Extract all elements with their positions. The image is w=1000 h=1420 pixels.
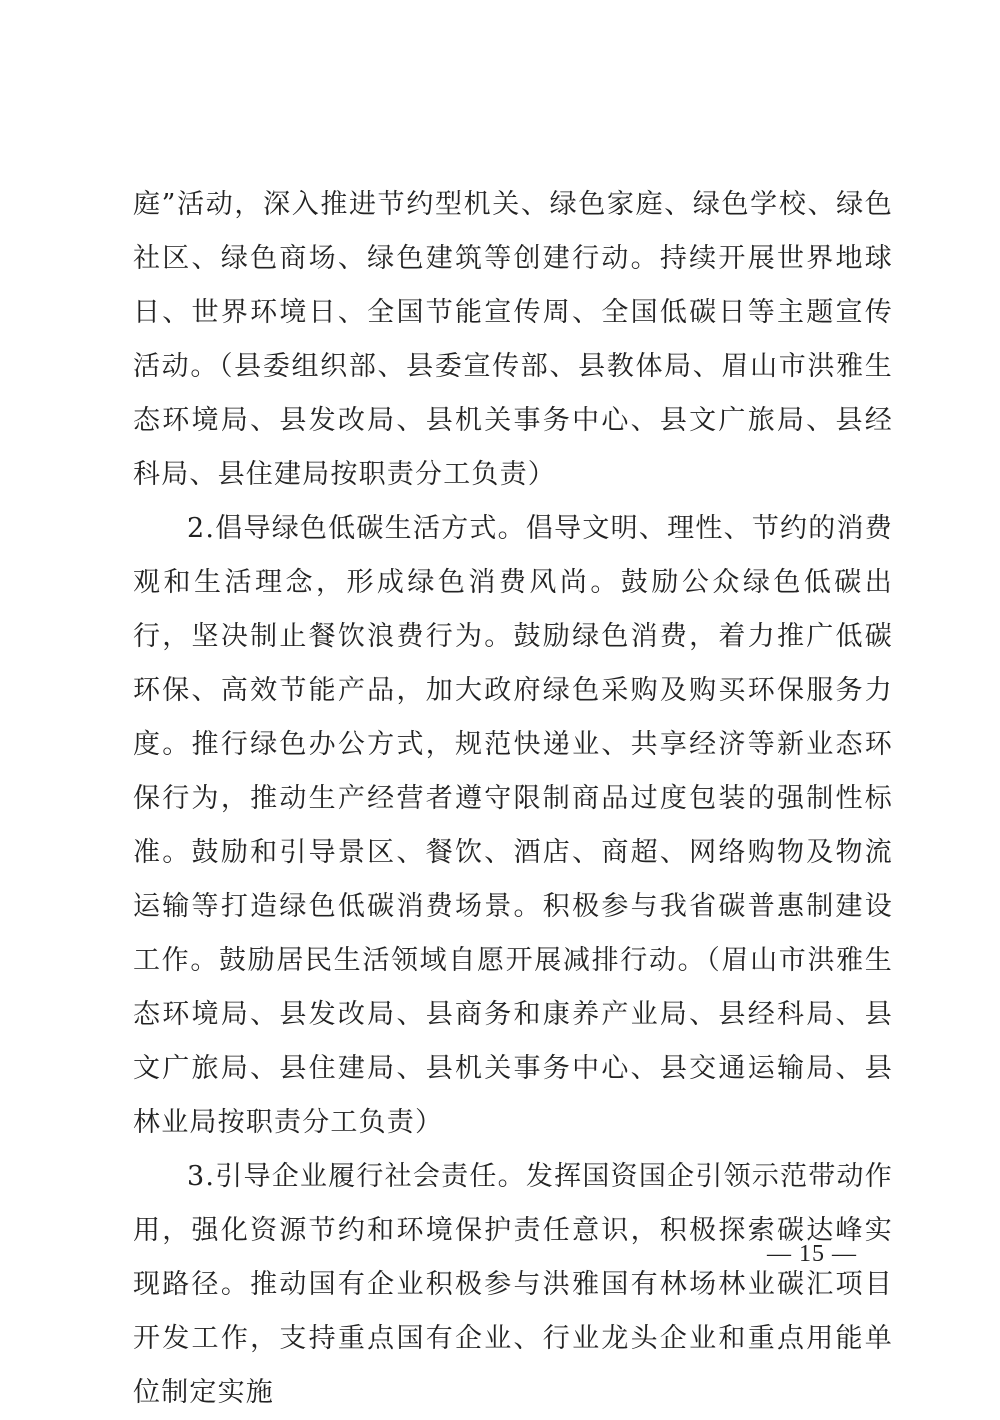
page-number: — 15 — <box>767 1241 857 1267</box>
paragraph-item-2: 2.倡导绿色低碳生活方式。倡导文明、理性、节约的消费观和生活理念，形成绿色消费风尚。鼓励公众绿色低碳出行，坚决制止餐饮浪费行为。鼓励绿色消费，着力推广低碳环保、高效节能产品，加大政府绿色采购及购买环保服务力度。推行绿色办公方式，规范快递业、共享经济等新业态环保行为，推动生产经营者遵守限制商品过度包装的强制性标准。鼓励和引导景区、餐饮、酒店、商超、网络购物及物流运输等打造绿色低碳消费场景。积极参与我省碳普惠制建设工作。鼓励居民生活领域自愿开展减排行动。（眉山市洪雅生态环境局、县发改局、县商务和康养产业局、县经科局、县文广旅局、县住建局、县机关事务中心、县交通运输局、县林业局按职责分工负责） <box>133 513 893 1138</box>
paragraph-item-3: 3.引导企业履行社会责任。发挥国资国企引领示范带动作用，强化资源节约和环境保护责任意识，积极探索碳达峰实现路径。推动国有企业积极参与洪雅国有林场林业碳汇项目开发工作，支持重点国有企业、行业龙头企业和重点用能单位制定实施 <box>133 1161 893 1408</box>
paragraph-continuation: 庭”活动，深入推进节约型机关、绿色家庭、绿色学校、绿色社区、绿色商场、绿色建筑等创建行动。持续开展世界地球日、世界环境日、全国节能宣传周、全国低碳日等主题宣传活动。（县委组织部、县委宣传部、县教体局、眉山市洪雅生态环境局、县发改局、县机关事务中心、县文广旅局、县经科局、县住建局按职责分工负责） <box>133 189 893 490</box>
body-text <box>133 178 893 1420</box>
